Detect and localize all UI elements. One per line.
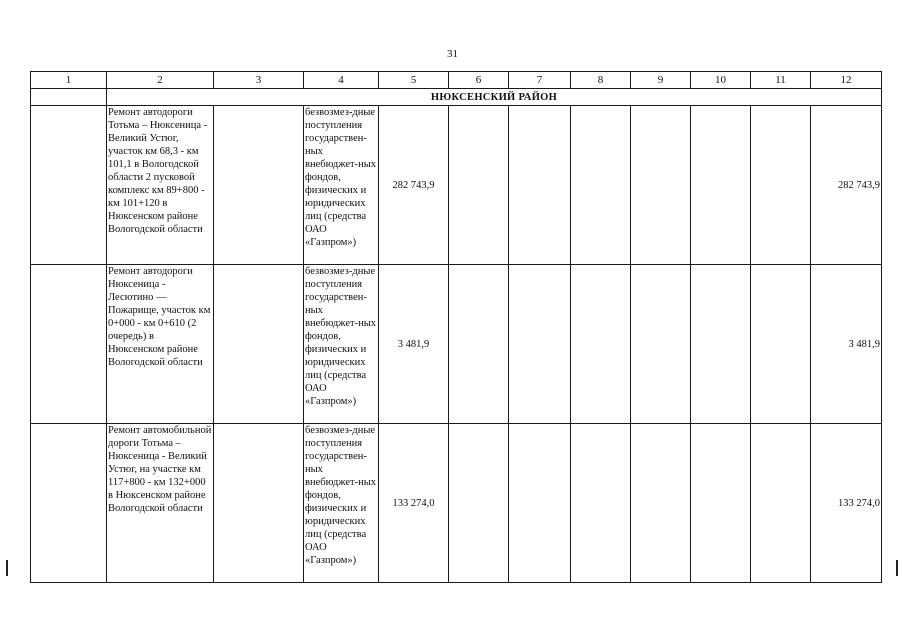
- table-row: [31, 265, 882, 424]
- region-spacer-cell: [31, 89, 107, 106]
- empty-cell: [631, 265, 691, 424]
- amount-col5: 282 743,9: [379, 106, 449, 265]
- col3-cell: [214, 265, 304, 424]
- row-number-cell: [31, 424, 107, 583]
- empty-cell: [691, 106, 751, 265]
- region-title: НЮКСЕНСКИЙ РАЙОН: [107, 89, 882, 106]
- row-number-cell: [31, 265, 107, 424]
- empty-cell: [509, 265, 571, 424]
- header-cell: 2: [107, 72, 214, 89]
- scan-mark-left: [6, 560, 8, 576]
- empty-cell: [509, 424, 571, 583]
- header-cell: 11: [751, 72, 811, 89]
- empty-cell: [631, 106, 691, 265]
- amount-col5: 3 481,9: [379, 265, 449, 424]
- header-cell: 9: [631, 72, 691, 89]
- header-cell: 6: [449, 72, 509, 89]
- table-row: [31, 106, 882, 265]
- funding-source: безвозмез-дные поступления государствен-ных внебюджет-ных фондов, физических и юридических лиц (средства ОАО «Газпром»): [304, 106, 379, 265]
- budget-table: [30, 71, 882, 583]
- empty-cell: [449, 265, 509, 424]
- empty-cell: [691, 265, 751, 424]
- empty-cell: [751, 265, 811, 424]
- row-number-cell: [31, 106, 107, 265]
- funding-source: безвозмез-дные поступления государствен-ных внебюджет-ных фондов, физических и юридических лиц (средства ОАО «Газпром»): [304, 265, 379, 424]
- header-cell: 3: [214, 72, 304, 89]
- header-cell: 4: [304, 72, 379, 89]
- empty-cell: [509, 106, 571, 265]
- page-number: 31: [447, 48, 458, 60]
- col3-cell: [214, 106, 304, 265]
- header-cell: 8: [571, 72, 631, 89]
- amount-col5: 133 274,0: [379, 424, 449, 583]
- empty-cell: [751, 424, 811, 583]
- funding-source: безвозмез-дные поступления государствен-ных внебюджет-ных фондов, физических и юридических лиц (средства ОАО «Газпром»): [304, 424, 379, 583]
- header-cell: 7: [509, 72, 571, 89]
- header-cell: 12: [811, 72, 882, 89]
- header-row: [31, 72, 882, 89]
- amount-col12: 282 743,9: [811, 106, 882, 265]
- object-description: Ремонт автодороги Тотьма – Нюксеница - Великий Устюг, участок км 68,3 - км 101,1 в Вологодской области 2 пусковой комплекс км 89+800 - км 101+120 в Нюксенском районе Вологодской области: [107, 106, 214, 265]
- empty-cell: [631, 424, 691, 583]
- amount-col12: 3 481,9: [811, 265, 882, 424]
- empty-cell: [449, 106, 509, 265]
- object-description: Ремонт автодороги Нюксеница - Лесютино — Пожарище, участок км 0+000 - км 0+610 (2 очередь) в Нюксенском районе Вологодской области: [107, 265, 214, 424]
- header-cell: 10: [691, 72, 751, 89]
- empty-cell: [571, 265, 631, 424]
- region-row: [31, 89, 882, 106]
- scan-mark-right: [896, 560, 898, 576]
- empty-cell: [571, 106, 631, 265]
- col3-cell: [214, 424, 304, 583]
- empty-cell: [571, 424, 631, 583]
- empty-cell: [691, 424, 751, 583]
- empty-cell: [751, 106, 811, 265]
- object-description: Ремонт автомобильной дороги Тотьма – Нюксеница - Великий Устюг, на участке км 117+800 - км 132+000 в Нюксенском районе Вологодской области: [107, 424, 214, 583]
- table-row: [31, 424, 882, 583]
- amount-col12: 133 274,0: [811, 424, 882, 583]
- header-cell: 1: [31, 72, 107, 89]
- empty-cell: [449, 424, 509, 583]
- header-cell: 5: [379, 72, 449, 89]
